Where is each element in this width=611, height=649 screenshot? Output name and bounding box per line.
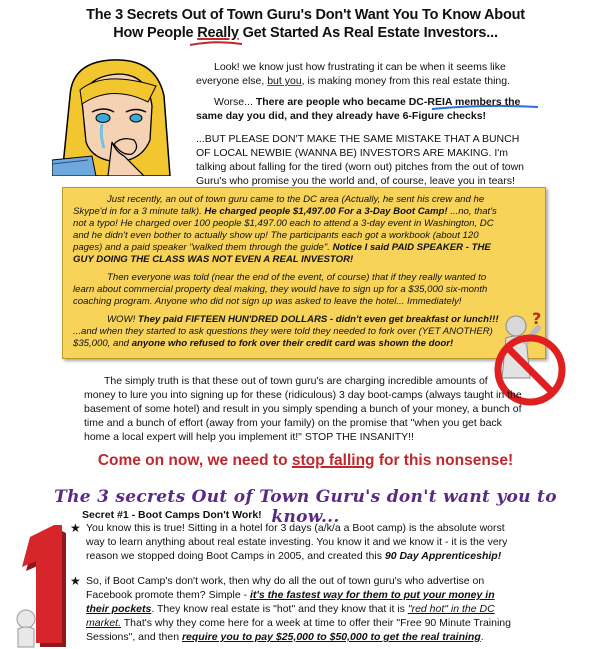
- intro-caps-2: OF LOCAL NEWBIE (WANNA BE) INVESTORS ARE MAKING.: [196, 147, 492, 159]
- headline: [20, 6, 591, 42]
- box-2-bold: He charged people $1,497.00 For a 3-Day Boot Camp!: [204, 206, 448, 217]
- bullet-1-line-3: [86, 550, 501, 563]
- cta-stop-falling: stop falling: [291, 452, 375, 469]
- intro-caps-1: ...BUT PLEASE DON'T MAKE THE SAME MISTAKE THAT A BUNCH: [196, 133, 520, 145]
- box-5-bold: Notice I said PAID SPEAKER - THE: [332, 242, 491, 253]
- b2-5a: Sessions", and then: [86, 631, 182, 643]
- b2-3b: . They know real estate is "hot" and they know that it is: [151, 603, 408, 615]
- box-line-7: Then everyone was told (near the end of the event, of course) that if they really wanted to: [107, 272, 487, 283]
- b2-2u: it's the fastest way for them to put your money in: [250, 589, 495, 601]
- body-line-4: time and a bunch of effort (away from your family) on the promise that "when you get back: [84, 417, 502, 429]
- box-12-bold: anyone who refused to fork over their credit card was shown the door!: [131, 338, 454, 349]
- svg-text:?: ?: [532, 309, 542, 328]
- box-2b: ...no, that's: [447, 206, 497, 217]
- box-line-3: not a typo! He charged over 100 people $1,497.00 each to attend a 3-day event in Washington, DC: [73, 218, 494, 229]
- intro-worse: Worse...: [214, 96, 256, 108]
- b1-3a: reason we stopped doing Boot Camps in 2005, and created this: [86, 550, 385, 562]
- story-callout-box: [62, 187, 546, 359]
- box-2a: Skype'd in for a 3 minute talk).: [73, 206, 205, 217]
- box-line-12: [73, 338, 535, 350]
- headline-line-1: The 3 Secrets Out of Town Guru's Don't Want You To Know About: [86, 7, 525, 23]
- box-12a: $35,000, and: [73, 338, 132, 349]
- bullet-2-line-1: So, if Boot Camp's don't work, then why do all the out of town guru's who advertise on: [86, 575, 485, 587]
- secret-1-title: Secret #1 - Boot Camps Don't Work!: [82, 509, 262, 521]
- box-10-bold: They paid FIFTEEN HUN'DRED DOLLARS - didn't even get breakfast or lunch!!!: [137, 314, 499, 325]
- intro-but-you: but you: [267, 75, 302, 87]
- red-swoosh-underline: [188, 40, 244, 48]
- box-5a: pages) and a paid speaker "walked them through the guide".: [73, 242, 333, 253]
- intro-rest: , is making money from this real estate thing.: [301, 75, 511, 87]
- box-line-2: [73, 206, 535, 218]
- headline-line-2: [20, 24, 591, 42]
- body-line-3: basement of some hotel) and result in you simply spending a bunch of your money, a bunch of: [84, 403, 522, 415]
- box-line-9: coaching program. Anyone who did not sign up was asked to leave the hotel... Immediately!: [73, 296, 462, 307]
- box-line-4: and he didn't even bother to actually show up! The participants each got a workbook (about 120: [73, 230, 479, 241]
- big-number-text: 1: [4, 519, 5, 520]
- star-bullet-icon: ★: [70, 574, 81, 588]
- bullet-2-line-2: [86, 589, 495, 602]
- bullet-2-line-3: [86, 603, 495, 616]
- intro-caps-line-2: [196, 147, 508, 161]
- box-line-5: [73, 242, 535, 254]
- b2-4b: That's why they come here for a week at time to offer their "Free 90 Minute Training: [121, 617, 511, 629]
- intro-bold-1: There are people who became DC-REIA members the: [255, 96, 521, 108]
- box-10a: WOW!: [107, 314, 138, 325]
- crying-woman-illustration: [52, 56, 194, 176]
- intro-line-talking: talking about falling for the tired (worn out) pitches from the out of town: [196, 161, 525, 173]
- b2-5b: .: [480, 631, 484, 643]
- call-to-action-heading: [40, 452, 571, 470]
- intro-line-1: Look! we know just how frustrating it can be when it seems like: [214, 61, 506, 73]
- b2-3u2: "red hot" in the DC: [407, 603, 495, 615]
- blue-swoosh-underline: [430, 104, 540, 112]
- b2-3u: their pockets: [86, 603, 152, 615]
- box-line-11: ...and when they started to ask questions they were told they needed to fork over (YET ANOTHER): [73, 326, 493, 337]
- bullet-2-line-4: [86, 617, 511, 630]
- box-line-10: [73, 314, 535, 326]
- intro-line-gurus: Guru's who promise you the world and, of course, leave you in tears!: [196, 175, 515, 187]
- b2-5u: require you to pay $25,000 to $50,000 to get the real training: [181, 631, 481, 643]
- headline-really: Really: [197, 25, 239, 41]
- bullet-1-line-1: You know this is true! Sitting in a hotel for 3 days (a/k/a a Boot camp) is the absolute worst: [86, 522, 505, 534]
- intro-im: I'm: [491, 147, 509, 159]
- bullet-1-line-2: way to learn anything about real estate investing. You know it and we know it - it is the very: [86, 536, 508, 548]
- intro-everyone: everyone else,: [196, 75, 268, 87]
- body-line-5: home a local expert will help you implement it!" STOP THE INSANITY!!: [84, 431, 414, 443]
- box-line-1: Just recently, an out of town guru came to the DC area (Actually, he sent his crew and he: [107, 194, 485, 205]
- body-line-1: The simply truth is that these out of town guru's are charging incredible amounts of: [104, 375, 488, 387]
- headline-line-2b: Get Started As Real Estate Investors...: [238, 25, 498, 41]
- star-bullet-icon: ★: [70, 521, 81, 535]
- body-line-2: money to lure you into signing up for these (ridiculous) 3 day boot-camps (always taught in the: [84, 389, 522, 401]
- box-6-bold: GUY DOING THE CLASS WAS NOT EVEN A REAL INVESTOR!: [73, 254, 354, 265]
- box-line-8: learn about commercial property deal making, they would have to sign up for a $35,000 six-month: [73, 284, 488, 295]
- box-line-6: [73, 254, 535, 266]
- script-subheading: The 3 secrets Out of Town Guru's don't want you to know...: [54, 487, 557, 527]
- intro-line-2: [196, 75, 510, 89]
- b1-3-bold: 90 Day Apprenticeship!: [384, 550, 502, 562]
- headline-line-2a: How People: [113, 25, 198, 41]
- intro-bold-2: same day you did, and they already have 6-Figure checks!: [196, 110, 487, 122]
- cta-a: Come on now, we need to: [97, 452, 292, 469]
- b2-2a: Facebook promote them? Simple -: [86, 589, 250, 601]
- b2-4u: market.: [86, 617, 122, 629]
- bullet-2-line-5: [86, 631, 484, 644]
- cta-b: for this nonsense!: [374, 452, 514, 469]
- intro-worse-line-2: [196, 110, 486, 124]
